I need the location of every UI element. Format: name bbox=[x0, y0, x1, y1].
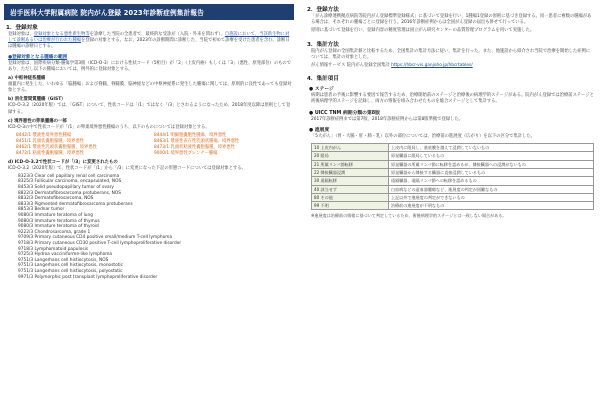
table-row bbox=[312, 193, 594, 201]
c-text: ICD-O-3の中で性状コードが「/1」の卵巣境界悪性腫瘍のうち、以下のものについては登録対象とする。 bbox=[8, 124, 210, 130]
section-3-text: 院内がん登録の全国集計値と比較するため、全国集計の集計方法に従い、集計を行った。また、他施設から紹介され当院で治療を開始した症例については、集計の対象とした。 bbox=[311, 48, 591, 60]
d-heading: d) ICD-O-3.2で性状コードが「/3」に変更されたもの bbox=[8, 159, 118, 165]
morphology-code-item: 8453/3 Solid pseudopapillary tumor of ovary bbox=[18, 185, 114, 191]
morphology-code-item: 8325/3 Follicular carcinoma, encapsulated, NOS bbox=[18, 179, 122, 185]
morphology-code-item: 9718/3 Lymphomatoid papulosis bbox=[18, 246, 89, 252]
morphology-code-item: 9080/3 Immature teratoma of thyroid bbox=[18, 224, 99, 230]
morphology-code-item: 8822/3 Dermatofibrosarcoma protuberans, NOS bbox=[18, 190, 121, 196]
scope-text: 登録対象は、国際疾病分類-腫瘍学第3版（ICD-O-3）における性状コード（5桁目）が「2」（上皮内癌）もしくは「3」（悪性、原発部位）のものであり、ただし以下の腫瘍においては、例外的に登録対象とする。 bbox=[8, 60, 292, 72]
stage-heading: ● ステージ bbox=[309, 87, 334, 93]
extent-text: 「5大がん」（胃・大腸・肝・肺・乳）以外の部位については、治療前の進展度（広がり）を以下の区分で集計した。 bbox=[311, 133, 535, 139]
code-item: 8451/1 乳頭状嚢胞腺腫、境界悪性 bbox=[16, 138, 85, 144]
extent-description: 原発臓器に限局しているもの bbox=[389, 152, 594, 160]
c-heading: c) 境界悪性の卵巣腫瘍の一部 bbox=[8, 118, 67, 124]
b-heading: b) 消化管間質腫瘍（GIST） bbox=[8, 97, 66, 103]
s1-underline-1: 登録対象となる悪性新生物等 bbox=[33, 32, 90, 37]
code-item: 8462/1 漿液性乳頭状嚢胞腺腫、境界悪性 bbox=[16, 144, 97, 150]
footnote: ※進展度は治療前の情報に基づいて判定しているため、術後病理学的ステージとは一致しない場合がある。 bbox=[311, 213, 507, 219]
scope-heading: ●登録対象となる腫瘍の範囲 bbox=[8, 54, 68, 60]
morphology-code-item: 8853/3 Bednar tumor bbox=[18, 207, 65, 213]
morphology-code-item: 9080/3 Immature teratoma of thymus bbox=[18, 218, 100, 224]
extent-category: 20 限局 bbox=[312, 152, 389, 160]
table-row bbox=[312, 152, 594, 160]
d-text: ICD-O-3.2（2020年版）で、性状コードが「/1」から「/3」に変更になった下記の形態コードについては登録対象とする。 bbox=[8, 165, 246, 171]
extent-description: 治療前の進展度が不明なもの bbox=[389, 202, 594, 210]
code-item: 9000/1 境界悪性ブレンナー腫瘍 bbox=[154, 150, 218, 156]
table-row bbox=[312, 202, 594, 210]
morphology-code-item: 9709/3 Primary cutaneous CD4 positive small/medium T-cell lymphoma bbox=[18, 235, 173, 241]
left-column bbox=[0, 0, 298, 407]
morphology-code-item: 9751/3 Langerhans cell histiocytosis, monostotic bbox=[18, 263, 123, 269]
extent-description: 遠隔臓器、遠隔リンパ節への転移を認めるもの bbox=[389, 177, 594, 185]
morphology-code-item: 9222/3 Chondrosarcoma, grade 1 bbox=[18, 229, 91, 235]
extent-table bbox=[311, 143, 594, 210]
table-row bbox=[312, 160, 594, 168]
code-item: 8463/1 漿液性表在性乳頭状腫瘍、境界悪性 bbox=[154, 138, 240, 144]
morphology-code-item: 8323/3 Clear cell papillary renal cell carcinoma bbox=[18, 173, 120, 179]
stage-text: 病期は患者の予後に影響する要因で報告するため、治療開始前のステージと治療後の病理学的ステージがある。院内がん登録では治療前ステージと術後病理学的ステージを記録し、両方の情報を組み合わせたものを総合ステージとして集計する。 bbox=[311, 93, 594, 105]
section-4-heading: 4．集計項目 bbox=[307, 76, 339, 83]
hbcr-link[interactable]: https://hbcr-vis.ganjoho.jp/hbcrtables/ bbox=[391, 63, 473, 69]
uicc-text: 2017年診断症例までは第7版、2018年診断症例からは第8版準拠で登録した。 bbox=[311, 116, 463, 122]
extent-category: 30 遠隔転移 bbox=[312, 177, 389, 185]
extent-category: 10 上皮内がん bbox=[312, 144, 389, 152]
s1-underline-2: 自施設において、当該新生物に対して診断あるいは治療が行われた腫瘍 bbox=[8, 32, 290, 44]
code-item: 8444/1 明細胞嚢胞性腫瘍、境界悪性 bbox=[154, 133, 227, 139]
s1-text-mid: を診療した当院の全患者で、最終的な受診が（入院・外来を問わず）、 bbox=[89, 32, 225, 37]
uicc-heading: ● UICC TNM 病期分類の第8版 bbox=[309, 110, 380, 116]
extent-category: 40 該当せず bbox=[312, 185, 389, 193]
extent-category: 21 所属リンパ節転移 bbox=[312, 160, 389, 168]
code-item: 8442/1 漿液性境界悪性腫瘍 bbox=[16, 133, 72, 139]
section-1-text bbox=[8, 32, 292, 51]
s1-text-post: を登録の対象とする。なお、2023年の診断期間に診断した、当院で初めて診療を受けた患者を含む。診断日は腫瘍の診断日とする。 bbox=[8, 38, 290, 50]
b-text: ICD-O-3.2（2020年版）では、「GIST」について、性状コードは「/1」ではなく「/3」とされるようになったため、2018年度以降は原則として登録する。 bbox=[8, 103, 291, 115]
extent-description: 上記以外で進展度の判定ができないもの bbox=[389, 193, 594, 201]
code-item: 8472/1 粘液性嚢胞腺腫、境界悪性 bbox=[16, 150, 85, 156]
morphology-code-item: 9751/3 Langerhans cell histiocytosis, polyostotic bbox=[18, 268, 123, 274]
extent-description: 原発臓器の所属リンパ節に転移を認めるが、隣接臓器への浸潤がないもの bbox=[389, 160, 594, 168]
morphology-code-item: 9080/3 Immature teratoma of lung bbox=[18, 213, 93, 219]
extent-description: 原発臓器から隣接する臓器に直接浸潤しているもの bbox=[389, 168, 594, 176]
morphology-code-item: 8833/3 Pigmented dermatofibrosarcoma protuberans bbox=[18, 201, 133, 207]
ovarian-codes-right bbox=[154, 133, 292, 157]
table-row bbox=[312, 177, 594, 185]
a-heading: a) 中枢神経系腫瘍 bbox=[8, 76, 46, 82]
morphology-code-item: 9971/3 Polymorphic post transplant lymphoproliferative disorder bbox=[18, 274, 158, 280]
morphology-code-list bbox=[18, 174, 292, 280]
section-1-heading: 1．登録対象 bbox=[6, 25, 38, 31]
extent-category: 22 隣接臓器浸潤 bbox=[312, 168, 389, 176]
morphology-code-item: 8832/3 Dermatofibrosarcoma, NOS bbox=[18, 196, 94, 202]
page-title: 岩手医科大学附属病院 院内がん登録 2023年診断症例集計報告 bbox=[4, 4, 294, 20]
right-column bbox=[303, 0, 600, 407]
table-row bbox=[312, 168, 594, 176]
extent-description: 白血病などの造血器腫瘍など、進展度の判定が困難なもの bbox=[389, 185, 594, 193]
section-2-heading: 2．登録方法 bbox=[307, 7, 339, 13]
ovarian-code-list bbox=[16, 133, 292, 157]
a-text: 頭蓋内に発生した、いわゆる「脳腫瘍」および脊髄、脊髄膜、脳神経などの中枢神経系に発生した腫瘍に関しては、原則的に良性であっても登録対象とする。 bbox=[8, 82, 292, 94]
extent-heading: ● 進展度 bbox=[309, 127, 330, 133]
morphology-code-item: 9751/3 Langerhans cell histiocytosis, NOS bbox=[18, 257, 109, 263]
section-3-link-line bbox=[311, 63, 594, 69]
s1-text-pre: 登録対象は、 bbox=[8, 32, 34, 37]
table-row bbox=[312, 185, 594, 193]
section-2-text: 「がん診療連携拠点病院等院内がん登録標準登録様式」に基づいて登録を行い、1腫瘍1登録の原則に基づき登録する。同一患者に複数の腫瘍がある場合は、それぞれの腫瘍ごとに登録を行う。2016年診断症例からは全国がん登録の届出も併せて行っている。 bbox=[311, 14, 592, 26]
section-3-heading: 3．集計方法 bbox=[307, 41, 339, 48]
extent-category: 99 不明 bbox=[312, 202, 389, 210]
extent-category: 80 その他 bbox=[312, 193, 389, 201]
ovarian-codes-left bbox=[16, 133, 154, 157]
code-item: 8473/1 乳頭状粘液性嚢胞腺腫、境界悪性 bbox=[154, 144, 235, 150]
table-row bbox=[312, 144, 594, 152]
extent-description: 上皮内に限局し、基底膜を越えて浸潤していないもの bbox=[389, 144, 594, 152]
morphology-code-item: 9718/3 Primary cutaneous CD30 positive T-cell lymphoproliferative disorder bbox=[18, 240, 182, 246]
section-2-text-2: 原則に基づいて登録を行い、登録内容の精度管理は国立がん研究センターの品質管理プログラムを用いて実施した。 bbox=[311, 28, 535, 34]
link-label: がん情報サービス 院内がん登録全国集計 bbox=[311, 63, 390, 69]
morphology-code-item: 9725/3 Hydroa vacciniforme-like lymphoma bbox=[18, 252, 113, 258]
